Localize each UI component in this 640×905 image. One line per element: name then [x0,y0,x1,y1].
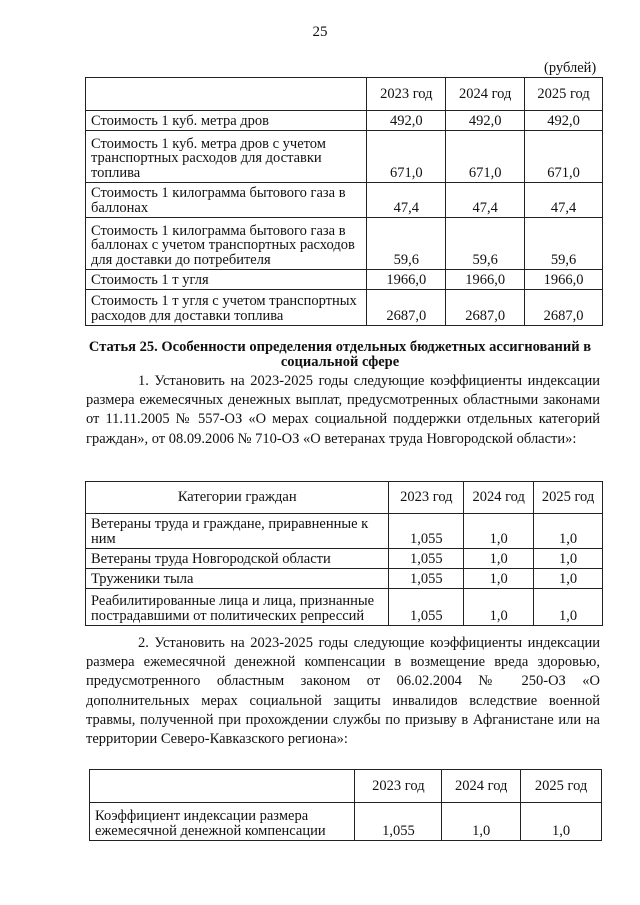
header-cell: 2025 год [534,482,603,514]
value-cell: 59,6 [367,218,446,270]
compensation-coefficient-table [89,769,602,841]
table-row [86,270,603,290]
value-cell: 1,0 [521,803,602,841]
row-label: Стоимость 1 килограмма бытового газа в баллонах с учетом транспортных расходов для доставки до потребителя [86,218,367,270]
value-cell: 1,0 [534,569,603,589]
table-row [86,218,603,270]
table-header-row [90,770,602,803]
table-row [86,290,603,326]
table-row [86,131,603,183]
header-cell: 2023 год [389,482,464,514]
value-cell: 2687,0 [367,290,446,326]
table-row [86,549,603,569]
row-label: Ветераны труда Новгородской области [86,549,389,569]
value-cell: 1,0 [534,549,603,569]
value-cell: 2687,0 [446,290,525,326]
value-cell: 1966,0 [525,270,603,290]
row-label: Коэффициент индексации размера ежемесячной денежной компенсации [90,803,355,841]
row-label: Стоимость 1 куб. метра дров [86,111,367,131]
value-cell: 671,0 [525,131,603,183]
value-cell: 2687,0 [525,290,603,326]
row-label: Ветераны труда и граждане, приравненные к ним [86,514,389,549]
value-cell: 1,0 [464,514,534,549]
value-cell: 1,055 [355,803,442,841]
paragraph-1: 1. Установить на 2023-2025 годы следующие коэффициенты индексации размера ежемесячных денежных выплат, предусмотренных областными законами от 11.11.2005 № 557-ОЗ «О мерах социальной поддержки отдельных категорий граждан», от 08.09.2006 № 710-ОЗ «О ветеранах труда Новгородской области»: [86,373,600,447]
value-cell: 1,0 [464,569,534,589]
table-row [86,514,603,549]
header-cell: 2024 год [464,482,534,514]
value-cell: 1,055 [389,589,464,626]
value-cell: 47,4 [525,183,603,218]
value-cell: 1,0 [464,549,534,569]
row-label: Труженики тыла [86,569,389,589]
value-cell: 492,0 [367,111,446,131]
value-cell: 1966,0 [446,270,525,290]
page-number: 25 [312,24,328,40]
table-header-row [86,78,603,111]
article-heading: Статья 25. Особенности определения отдельных бюджетных ассигнований в социальной сфере [88,339,592,370]
table-row [90,803,602,841]
value-cell: 59,6 [446,218,525,270]
table-row [86,111,603,131]
header-cell: 2024 год [442,770,521,803]
value-cell: 492,0 [446,111,525,131]
value-cell: 1,055 [389,549,464,569]
row-label: Реабилитированные лица и лица, признанные пострадавшими от политических репрессий [86,589,389,626]
paragraph-2: 2. Установить на 2023-2025 годы следующие коэффициенты индексации размера ежемесячной денежной компенсации в возмещение вреда здоровью, предусмотренного областным законом от 06.02.2004 № 250-ОЗ «О дополнительных мерах социальной защиты инвалидов вследствие военной травмы, полученной при прохождении службы по призыву в Афганистане или на территории Северо-Кавказского региона»: [86,635,600,748]
unit-label: (рублей) [544,60,597,76]
row-label: Стоимость 1 килограмма бытового газа в баллонах [86,183,367,218]
value-cell: 1,0 [534,514,603,549]
value-cell: 1,0 [442,803,521,841]
header-cell: 2023 год [367,78,446,111]
fuel-price-table [85,77,603,326]
value-cell: 47,4 [367,183,446,218]
table-row [86,589,603,626]
citizen-categories-table [85,481,603,626]
table-row [86,569,603,589]
header-cell: 2024 год [446,78,525,111]
value-cell: 1966,0 [367,270,446,290]
row-label: Стоимость 1 т угля [86,270,367,290]
header-cell [90,770,355,803]
value-cell: 671,0 [367,131,446,183]
row-label: Стоимость 1 т угля с учетом транспортных расходов для доставки топлива [86,290,367,326]
table-header-row [86,482,603,514]
value-cell: 1,0 [534,589,603,626]
header-cell: Категории граждан [86,482,389,514]
value-cell: 1,055 [389,514,464,549]
header-cell: 2023 год [355,770,442,803]
value-cell: 492,0 [525,111,603,131]
value-cell: 1,0 [464,589,534,626]
header-cell: 2025 год [525,78,603,111]
row-label: Стоимость 1 куб. метра дров с учетом транспортных расходов для доставки топлива [86,131,367,183]
header-cell [86,78,367,111]
table-row [86,183,603,218]
value-cell: 1,055 [389,569,464,589]
value-cell: 47,4 [446,183,525,218]
header-cell: 2025 год [521,770,602,803]
value-cell: 59,6 [525,218,603,270]
value-cell: 671,0 [446,131,525,183]
